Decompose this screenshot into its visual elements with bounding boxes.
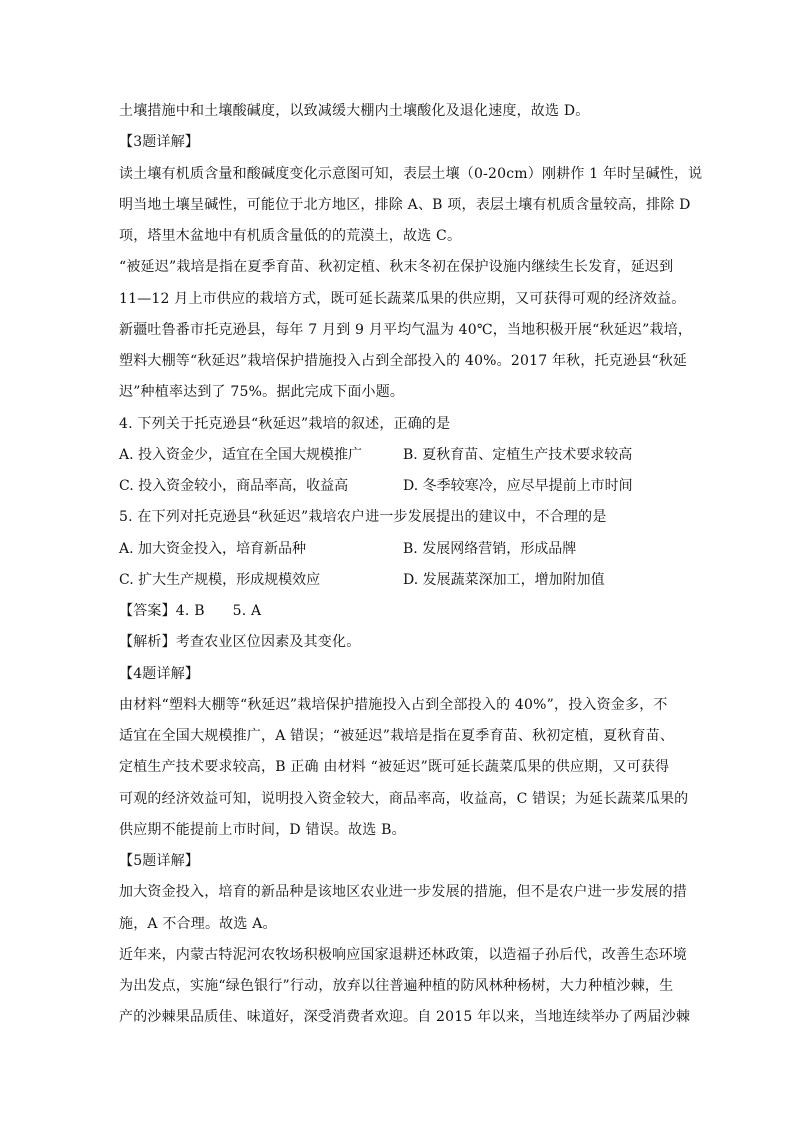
q4-option-b: B. 夏秋育苗、定植生产技术要求较高: [403, 447, 633, 463]
text-line: 读土壤有机质含量和酸碱度变化示意图可知，表层土壤（0-20cm）刚耕作 1 年时呈碱性，说: [119, 166, 703, 182]
text-line: 供应期不能提前上市时间，D 错误。故选 B。: [119, 822, 406, 838]
q5-option-c: C. 扩大生产规模，形成规模效应: [119, 572, 321, 588]
section-heading-q4: 【4题详解】: [119, 666, 200, 682]
text-line: 塑料大棚等“秋延迟”栽培保护措施投入占到全部投入的 40%。2017 年秋，托克逊县“秋延: [119, 353, 688, 369]
answer-line: 【答案】4. B 5. A: [119, 603, 262, 619]
q5-option-b: B. 发展网络营销，形成品牌: [403, 541, 577, 557]
q4-option-d: D. 冬季较寒冷，应尽早提前上市时间: [403, 478, 633, 494]
text-line: 加大资金投入，培育的新品种是该地区农业进一步发展的措施，但不是农户进一步发展的措: [119, 884, 687, 900]
q5-option-a: A. 加大资金投入，培育新品种: [119, 541, 307, 557]
text-line: 施，A 不合理。故选 A。: [119, 916, 277, 932]
analysis-line: 【解析】考查农业区位因素及其变化。: [119, 634, 361, 650]
text-line: 11—12 月上市供应的栽培方式，既可延长蔬菜瓜果的供应期，又可获得可观的经济效益。: [119, 291, 686, 307]
q5-option-d: D. 发展蔬菜深加工，增加附加值: [403, 572, 605, 588]
text-line: 土壤措施中和土壤酸碱度，以致减缓大棚内土壤酸化及退化速度，故选 D。: [119, 103, 590, 119]
question-4: 4. 下列关于托克逊县“秋延迟”栽培的叙述，正确的是: [119, 416, 451, 432]
text-line: 近年来，内蒙古特泥河农牧场积极响应国家退耕还林政策，以造福子孙后代，改善生态环境: [119, 947, 687, 963]
text-line: 可观的经济效益可知，说明投入资金较大，商品率高，收益高，C 错误；为延长蔬菜瓜果的: [119, 791, 689, 807]
text-line: 由材料“塑料大棚等“秋延迟”栽培保护措施投入占到全部投入的 40%”，投入资金多，不: [119, 697, 668, 713]
text-line: 项，塔里木盆地中有机质含量低的的荒漠土，故选 C。: [119, 228, 462, 244]
q4-option-c: C. 投入资金较小，商品率高，收益高: [119, 478, 349, 494]
text-line: 适宜在全国大规模推广，A 错误；“被延迟”栽培是指在夏季育苗、秋初定植，夏秋育苗、: [119, 728, 675, 744]
text-line: 产的沙棘果品质佳、味道好，深受消费者欢迎。自 2015 年以来，当地连续举办了两届沙棘: [119, 1009, 691, 1025]
section-heading-q5: 【5题详解】: [119, 853, 200, 869]
text-line: 迟”种植率达到了 75%。据此完成下面小题。: [119, 384, 405, 400]
text-line: “被延迟”栽培是指在夏季育苗、秋初定植、秋末冬初在保护设施内继续生长发育，延迟到: [119, 259, 674, 275]
text-line: 新疆吐鲁番市托克逊县，每年 7 月到 9 月平均气温为 40℃，当地积极开展“秋延迟”栽培，: [119, 322, 693, 338]
q4-option-a: A. 投入资金少，适宜在全国大规模推广: [119, 447, 363, 463]
text-line: 明当地土壤呈碱性，可能位于北方地区，排除 A、B 项，表层土壤有机质含量较高，排除 D: [119, 197, 691, 213]
text-line: 为出发点，实施“绿色银行”行动，放弃以往普遍种植的防风林种杨树，大力种植沙棘，生: [119, 978, 674, 994]
section-heading-q3: 【3题详解】: [119, 134, 200, 150]
text-line: 定植生产技术要求较高，B 正确 由材料 “被延迟”既可延长蔬菜瓜果的供应期，又可获得: [119, 759, 670, 775]
question-5: 5. 在下列对托克逊县“秋延迟”栽培农户进一步发展提出的建议中，不合理的是: [119, 509, 607, 525]
